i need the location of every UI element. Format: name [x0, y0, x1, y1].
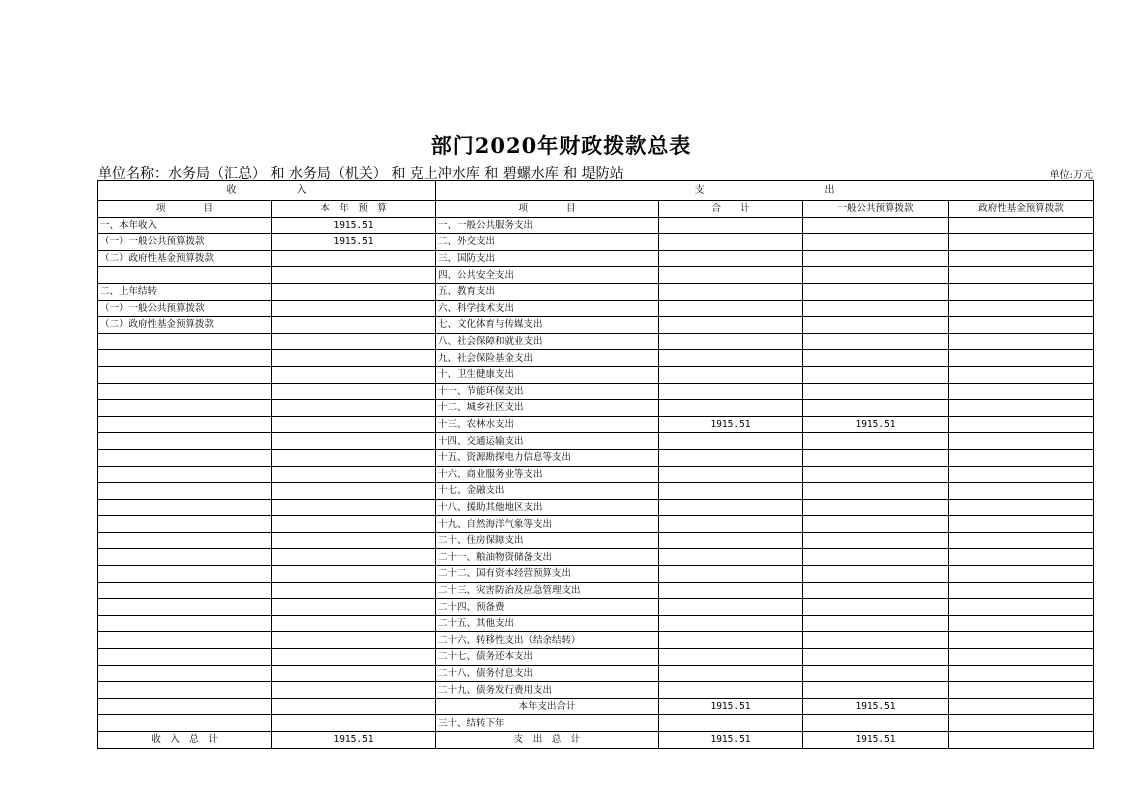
income-item-cell: [98, 649, 272, 666]
expense-item-cell: 十四、交通运输支出: [436, 433, 659, 450]
table-row: [98, 615, 1094, 632]
income-item-cell: [98, 566, 272, 583]
income-budget-header: 本 年 预 算: [272, 201, 436, 218]
expense-total-cell: [659, 333, 803, 350]
expense-total-cell: [659, 532, 803, 549]
table-row: [98, 466, 1094, 483]
expense-fund-cell: [949, 350, 1094, 367]
table-row: [98, 499, 1094, 516]
expense-item-cell: 三十、结转下年: [436, 715, 659, 732]
income-item-cell: （二）政府性基金预算拨款: [98, 250, 272, 267]
expense-total-cell: [659, 582, 803, 599]
expense-fund-cell: [949, 566, 1094, 583]
expense-general-cell: [803, 516, 949, 533]
table-row: [98, 300, 1094, 317]
income-item-cell: [98, 267, 272, 284]
table-row: [98, 698, 1094, 715]
expense-fund-cell: [949, 483, 1094, 500]
income-item-cell: [98, 416, 272, 433]
expense-fund-cell: [949, 366, 1094, 383]
income-total-label: 收 入 总 计: [98, 732, 272, 749]
table-row: [98, 217, 1094, 234]
expense-general-cell: [803, 715, 949, 732]
expense-fund-cell: [949, 267, 1094, 284]
expense-general-cell: [803, 217, 949, 234]
expense-item-cell: 二十一、粮油物资储备支出: [436, 549, 659, 566]
table-row: [98, 715, 1094, 732]
income-budget-cell: [272, 267, 436, 284]
page-title: 部门2020年财政拨款总表: [430, 133, 692, 158]
income-budget-cell: [272, 566, 436, 583]
expense-fund-header: 政府性基金预算拨款: [949, 201, 1094, 218]
expense-total-header: 合 计: [659, 201, 803, 218]
expense-total-cell: [659, 350, 803, 367]
table-row: [98, 665, 1094, 682]
income-item-cell: [98, 433, 272, 450]
income-budget-cell: [272, 649, 436, 666]
table-row: [98, 317, 1094, 334]
expense-general-cell: [803, 499, 949, 516]
income-item-cell: [98, 483, 272, 500]
expense-general-cell: [803, 383, 949, 400]
income-budget-cell: [272, 499, 436, 516]
expense-fund-cell: [949, 632, 1094, 649]
table-row: [98, 250, 1094, 267]
income-budget-cell: [272, 516, 436, 533]
expense-total-cell: [659, 234, 803, 251]
expense-fund-cell: [949, 698, 1094, 715]
table-row: [98, 682, 1094, 699]
income-budget-cell: [272, 698, 436, 715]
income-item-header: 项 目: [98, 201, 272, 218]
expense-general-cell: [803, 433, 949, 450]
expense-general-total-value: 1915.51: [803, 732, 949, 749]
expense-fund-cell: [949, 250, 1094, 267]
table-row: [98, 532, 1094, 549]
expense-general-cell: [803, 366, 949, 383]
income-item-cell: [98, 466, 272, 483]
expense-general-cell: [803, 615, 949, 632]
expense-general-cell: [803, 466, 949, 483]
expense-fund-cell: [949, 317, 1094, 334]
table-row: [98, 283, 1094, 300]
income-budget-cell: 1915.51: [272, 234, 436, 251]
expense-general-cell: [803, 582, 949, 599]
expense-item-cell: 十二、城乡社区支出: [436, 400, 659, 417]
appropriation-table: [97, 180, 1094, 749]
expense-item-cell: 二十三、灾害防治及应急管理支出: [436, 582, 659, 599]
expense-general-cell: [803, 449, 949, 466]
expense-total-cell: [659, 283, 803, 300]
expense-total-cell: [659, 566, 803, 583]
income-budget-cell: [272, 532, 436, 549]
expense-item-cell: 本年支出合计: [436, 698, 659, 715]
expense-section-header: 支 出: [436, 181, 1094, 201]
expense-item-cell: 一、一般公共服务支出: [436, 217, 659, 234]
income-item-cell: [98, 582, 272, 599]
income-item-cell: 二、上年结转: [98, 283, 272, 300]
expense-total-cell: [659, 449, 803, 466]
table-row: [98, 449, 1094, 466]
expense-total-cell: [659, 632, 803, 649]
expense-fund-cell: [949, 400, 1094, 417]
table-row: [98, 483, 1094, 500]
expense-item-cell: 十五、资源勘探电力信息等支出: [436, 449, 659, 466]
expense-total-cell: [659, 682, 803, 699]
expense-item-cell: 十三、农林水支出: [436, 416, 659, 433]
expense-item-cell: 二十九、债务发行费用支出: [436, 682, 659, 699]
expense-total-cell: [659, 250, 803, 267]
expense-fund-cell: [949, 333, 1094, 350]
expense-total-cell: [659, 599, 803, 616]
expense-total-cell: [659, 483, 803, 500]
expense-item-cell: 二十五、其他支出: [436, 615, 659, 632]
table-row: [98, 333, 1094, 350]
income-budget-cell: [272, 300, 436, 317]
income-item-cell: 一、本年收入: [98, 217, 272, 234]
expense-fund-cell: [949, 715, 1094, 732]
expense-fund-cell: [949, 383, 1094, 400]
income-item-cell: [98, 333, 272, 350]
expense-item-cell: 四、公共安全支出: [436, 267, 659, 284]
expense-item-cell: 二十六、转移性支出（结余结转）: [436, 632, 659, 649]
expense-item-cell: 五、教育支出: [436, 283, 659, 300]
income-budget-cell: [272, 317, 436, 334]
table-row: [98, 383, 1094, 400]
income-item-cell: [98, 682, 272, 699]
expense-item-cell: 二十、住房保障支出: [436, 532, 659, 549]
expense-general-cell: [803, 234, 949, 251]
expense-total-cell: [659, 366, 803, 383]
income-item-cell: [98, 499, 272, 516]
expense-total-cell: [659, 217, 803, 234]
expense-item-cell: 二十八、债务付息支出: [436, 665, 659, 682]
expense-fund-cell: [949, 599, 1094, 616]
table-row: [98, 549, 1094, 566]
income-budget-cell: [272, 632, 436, 649]
expense-item-cell: 十一、节能环保支出: [436, 383, 659, 400]
expense-fund-cell: [949, 449, 1094, 466]
income-budget-cell: [272, 383, 436, 400]
expense-total-cell: [659, 649, 803, 666]
unit-name: 单位名称：水务局（汇总） 和 水务局（机关） 和 克上冲水库 和 碧螺水库 和 堤防站: [98, 166, 624, 182]
expense-fund-cell: [949, 300, 1094, 317]
expense-item-cell: 二十四、预备费: [436, 599, 659, 616]
income-item-cell: [98, 350, 272, 367]
expense-general-cell: [803, 283, 949, 300]
income-item-cell: [98, 615, 272, 632]
expense-total-cell: [659, 516, 803, 533]
income-budget-cell: [272, 250, 436, 267]
income-budget-cell: [272, 433, 436, 450]
expense-general-cell: [803, 566, 949, 583]
table-row: [98, 516, 1094, 533]
expense-item-cell: 三、国防支出: [436, 250, 659, 267]
expense-fund-cell: [949, 283, 1094, 300]
expense-general-cell: [803, 350, 949, 367]
income-budget-cell: [272, 350, 436, 367]
income-item-cell: （一）一般公共预算拨款: [98, 300, 272, 317]
expense-general-cell: [803, 532, 949, 549]
expense-fund-cell: [949, 516, 1094, 533]
income-budget-cell: [272, 333, 436, 350]
expense-fund-total-value: [949, 732, 1094, 749]
income-budget-cell: [272, 283, 436, 300]
expense-fund-cell: [949, 416, 1094, 433]
expense-general-cell: [803, 549, 949, 566]
expense-item-cell: 七、文化体育与传媒支出: [436, 317, 659, 334]
table-row: [98, 366, 1094, 383]
expense-item-cell: 二十七、债务还本支出: [436, 649, 659, 666]
income-budget-cell: [272, 400, 436, 417]
expense-total-cell: [659, 383, 803, 400]
expense-fund-cell: [949, 433, 1094, 450]
income-budget-cell: [272, 449, 436, 466]
income-item-cell: （二）政府性基金预算拨款: [98, 317, 272, 334]
income-item-cell: [98, 400, 272, 417]
expense-fund-cell: [949, 649, 1094, 666]
expense-general-cell: [803, 400, 949, 417]
expense-item-cell: 十六、商业服务业等支出: [436, 466, 659, 483]
expense-general-cell: [803, 682, 949, 699]
expense-total-cell: [659, 715, 803, 732]
income-budget-cell: [272, 682, 436, 699]
section-header-row: [98, 181, 1094, 201]
expense-fund-cell: [949, 234, 1094, 251]
expense-item-header: 项 目: [436, 201, 659, 218]
expense-fund-cell: [949, 615, 1094, 632]
expense-general-cell: 1915.51: [803, 416, 949, 433]
income-item-cell: [98, 665, 272, 682]
income-budget-cell: [272, 483, 436, 500]
expense-total-cell: [659, 466, 803, 483]
income-total-value: 1915.51: [272, 732, 436, 749]
income-budget-cell: [272, 615, 436, 632]
expense-fund-cell: [949, 549, 1094, 566]
table-row: [98, 566, 1094, 583]
expense-general-cell: [803, 267, 949, 284]
expense-general-cell: [803, 599, 949, 616]
income-budget-cell: [272, 715, 436, 732]
income-budget-cell: [272, 366, 436, 383]
expense-item-cell: 十八、援助其他地区支出: [436, 499, 659, 516]
expense-total-cell: [659, 549, 803, 566]
table-row: [98, 582, 1094, 599]
expense-item-cell: 九、社会保险基金支出: [436, 350, 659, 367]
income-item-cell: [98, 516, 272, 533]
income-item-cell: （一）一般公共预算拨款: [98, 234, 272, 251]
income-item-cell: [98, 366, 272, 383]
expense-general-cell: [803, 649, 949, 666]
table-row: [98, 400, 1094, 417]
expense-total-label: 支 出 总 计: [436, 732, 659, 749]
expense-total-cell: [659, 267, 803, 284]
unit-info-row: [98, 163, 1093, 182]
expense-total-cell: 1915.51: [659, 698, 803, 715]
expense-general-cell: [803, 483, 949, 500]
expense-total-cell: [659, 615, 803, 632]
expense-general-header: 一般公共预算拨款: [803, 201, 949, 218]
income-budget-cell: 1915.51: [272, 217, 436, 234]
income-item-cell: [98, 632, 272, 649]
expense-fund-cell: [949, 499, 1094, 516]
table-row: [98, 416, 1094, 433]
expense-item-cell: 十七、金融支出: [436, 483, 659, 500]
income-budget-cell: [272, 549, 436, 566]
expense-item-cell: 十、卫生健康支出: [436, 366, 659, 383]
table-row: [98, 433, 1094, 450]
income-budget-cell: [272, 599, 436, 616]
income-budget-cell: [272, 416, 436, 433]
expense-total-value: 1915.51: [659, 732, 803, 749]
expense-general-cell: [803, 250, 949, 267]
expense-total-cell: 1915.51: [659, 416, 803, 433]
income-budget-cell: [272, 466, 436, 483]
income-item-cell: [98, 549, 272, 566]
income-budget-cell: [272, 665, 436, 682]
column-header-row: [98, 201, 1094, 218]
expense-general-cell: [803, 632, 949, 649]
expense-general-cell: [803, 317, 949, 334]
expense-fund-cell: [949, 582, 1094, 599]
expense-item-cell: 六、科学技术支出: [436, 300, 659, 317]
expense-general-cell: [803, 300, 949, 317]
expense-fund-cell: [949, 532, 1094, 549]
expense-item-cell: 二十二、国有资本经营预算支出: [436, 566, 659, 583]
table-row: [98, 599, 1094, 616]
expense-total-cell: [659, 433, 803, 450]
expense-general-cell: 1915.51: [803, 698, 949, 715]
table-row: [98, 632, 1094, 649]
income-section-header: 收 入: [98, 181, 436, 201]
expense-total-cell: [659, 665, 803, 682]
expense-fund-cell: [949, 665, 1094, 682]
expense-general-cell: [803, 665, 949, 682]
expense-total-cell: [659, 400, 803, 417]
total-row: [98, 732, 1094, 749]
income-budget-cell: [272, 582, 436, 599]
expense-item-cell: 十九、自然海洋气象等支出: [436, 516, 659, 533]
income-item-cell: [98, 599, 272, 616]
expense-item-cell: 二、外交支出: [436, 234, 659, 251]
expense-item-cell: 八、社会保障和就业支出: [436, 333, 659, 350]
table-row: [98, 267, 1094, 284]
expense-general-cell: [803, 333, 949, 350]
expense-total-cell: [659, 317, 803, 334]
unit-label: 单位:万元: [1049, 170, 1093, 181]
income-item-cell: [98, 532, 272, 549]
expense-fund-cell: [949, 217, 1094, 234]
expense-total-cell: [659, 499, 803, 516]
income-item-cell: [98, 449, 272, 466]
table-row: [98, 350, 1094, 367]
table-row: [98, 649, 1094, 666]
expense-fund-cell: [949, 466, 1094, 483]
expense-total-cell: [659, 300, 803, 317]
income-item-cell: [98, 715, 272, 732]
income-item-cell: [98, 698, 272, 715]
income-item-cell: [98, 383, 272, 400]
table-row: [98, 234, 1094, 251]
expense-fund-cell: [949, 682, 1094, 699]
